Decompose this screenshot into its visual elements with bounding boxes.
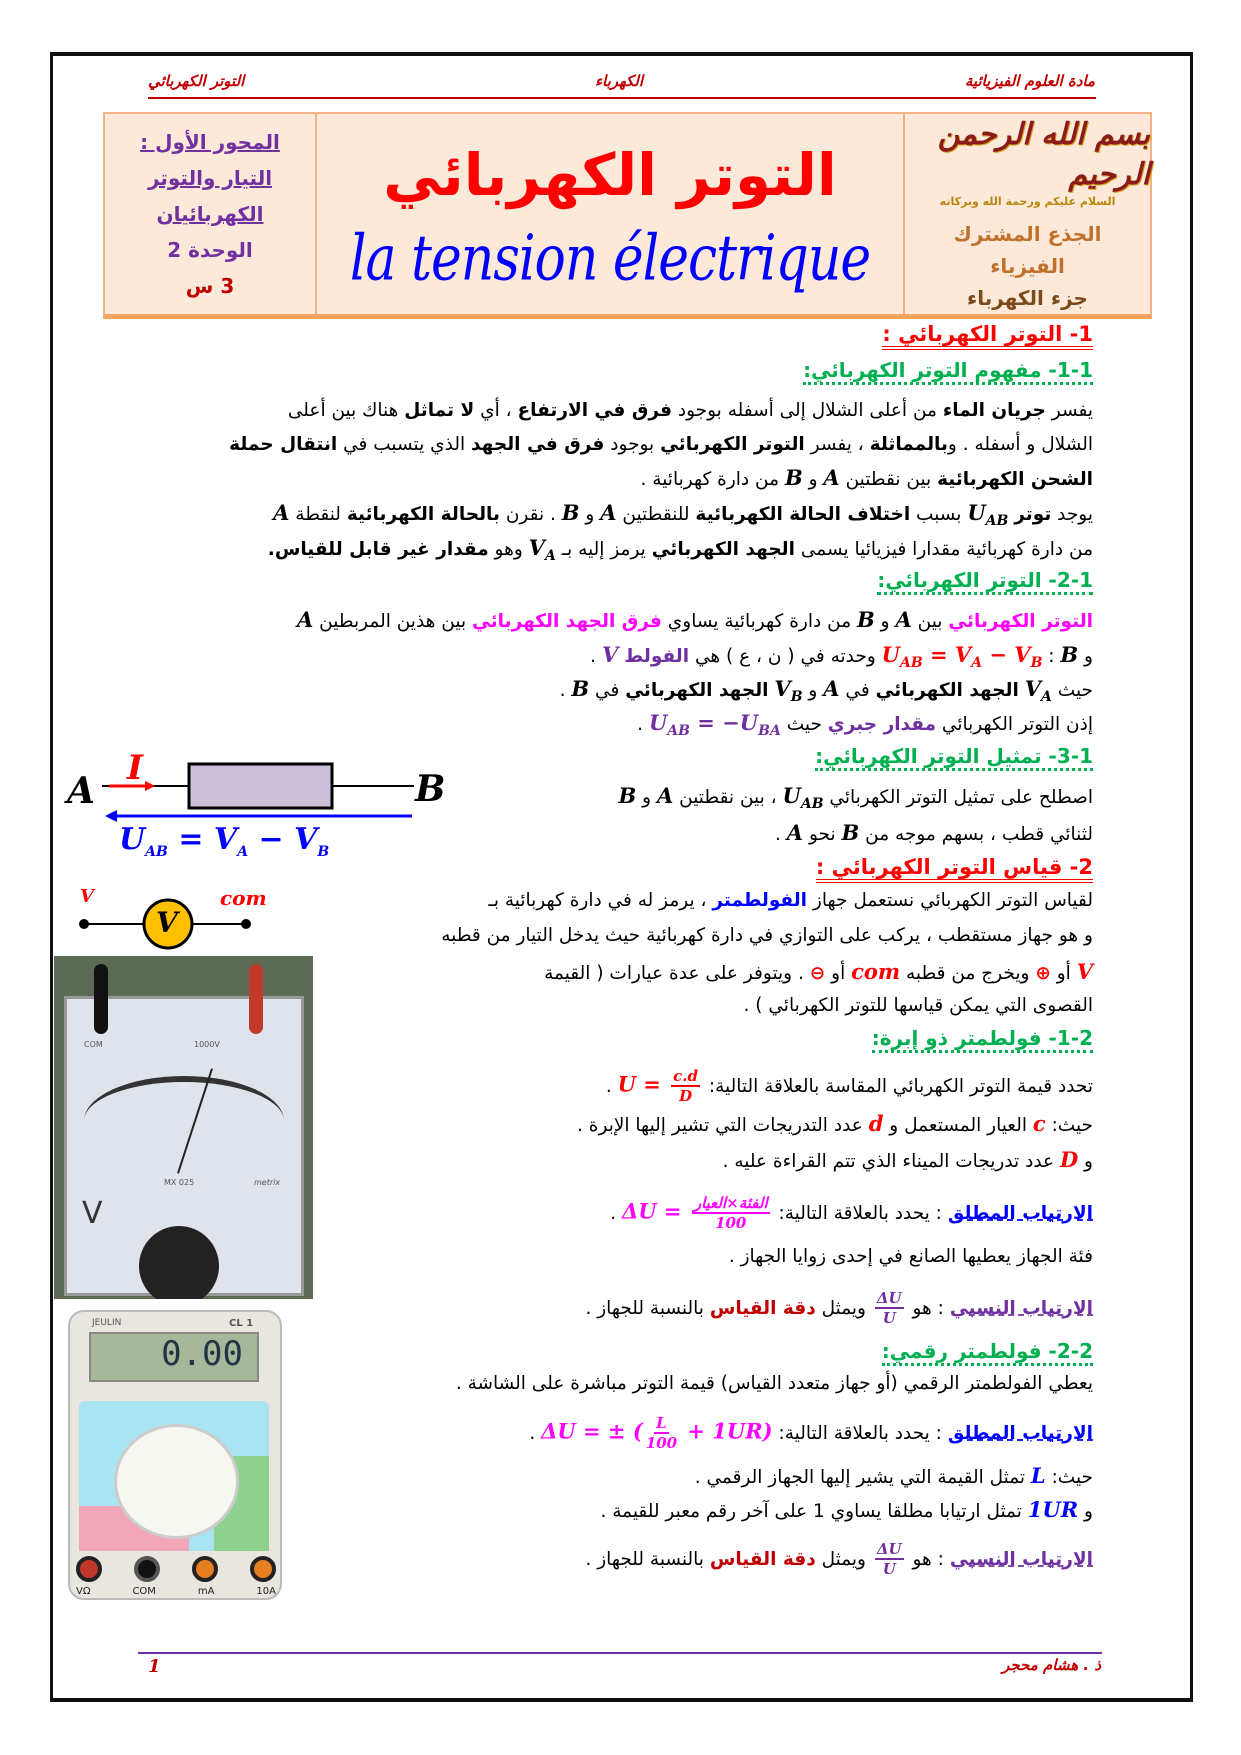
text-segment: في <box>589 680 626 701</box>
page-number: 1 <box>148 1656 161 1677</box>
text-line <box>585 1540 1093 1578</box>
emphasis-text: الارتياب المطلق <box>947 1202 1093 1224</box>
math-expression: B <box>784 465 803 490</box>
text-line <box>273 498 1093 536</box>
title-box-left <box>105 114 317 314</box>
text-segment: و <box>802 680 824 701</box>
emphasis-text: توتر <box>1014 504 1052 525</box>
text-segment: من أعلى الشلال إلى أسفله بوجود <box>672 400 943 421</box>
terminal-jack <box>76 1556 102 1582</box>
math-expression: L <box>1030 1463 1046 1488</box>
text-segment: حيث <box>780 714 828 735</box>
math-expression: com <box>851 959 901 984</box>
emphasis-text: مقدار غير قابل للقياس. <box>267 539 489 560</box>
line-content <box>618 783 1093 813</box>
line-content <box>803 358 1093 385</box>
text-segment: . نقرن <box>499 504 562 525</box>
math-expression: $U_{AB} = -U_{BA}$ <box>648 710 781 740</box>
text-segment: ، أي <box>474 400 518 421</box>
line-content <box>744 995 1093 1016</box>
text-segment: و هو جهاز مستقطب ، يركب على التوازي في دارة كهربائية حيث يدخل التيار من قطبه <box>441 925 1093 946</box>
text-segment: : هو <box>906 1297 950 1319</box>
line-content <box>722 1147 1093 1172</box>
line-content <box>529 1414 1093 1452</box>
header-subject: مادة العلوم الفيزيائية <box>964 72 1095 90</box>
line-content <box>872 1026 1093 1053</box>
text-line <box>585 1289 1093 1327</box>
math-expression: B <box>561 500 580 525</box>
footer-divider <box>138 1652 1102 1654</box>
header-lesson: التوتر الكهربائي <box>148 72 245 90</box>
text-segment: عدد التدريجات التي تشير إليها الإبرة . <box>577 1115 869 1136</box>
text-segment: 1- التوتر الكهربائي : <box>882 322 1093 346</box>
current-arrowhead-icon <box>145 781 155 791</box>
text-segment: نحو <box>803 824 842 845</box>
text-segment: ويخرج من قطبه <box>900 963 1036 984</box>
math-expression: A <box>823 676 840 701</box>
text-segment: 2- قياس التوتر الكهربائي : <box>815 855 1093 879</box>
title-box-right <box>905 114 1150 314</box>
greeting: السلام عليكم ورحمة الله وبركاته <box>939 194 1116 208</box>
line-content <box>694 1463 1093 1488</box>
emphasis-text: الجهد الكهربائي <box>875 680 1019 701</box>
line-content <box>882 322 1093 350</box>
emphasis-text: الجهد الكهربائي <box>651 539 795 560</box>
math-expression: $V_A$ <box>1024 676 1052 706</box>
text-segment: في <box>839 680 876 701</box>
text-segment: بين نقطتين <box>839 469 938 490</box>
digital-brand: JEULIN <box>92 1318 122 1328</box>
line-content <box>273 500 1093 530</box>
terminal-jack <box>250 1556 276 1582</box>
text-segment: العيار المستعمل و <box>883 1115 1033 1136</box>
text-segment: الذي يتسبب في <box>337 434 471 455</box>
math-expression: A <box>786 820 804 845</box>
section-heading <box>815 742 1093 773</box>
red-lead <box>249 964 263 1034</box>
emphasis-text: جريان الماء <box>942 400 1046 421</box>
fraction: $\frac{L}{100}$ <box>645 1414 678 1452</box>
emphasis-text: فرق الجهد الكهربائي <box>472 611 662 632</box>
section-heading <box>803 356 1093 387</box>
text-segment: و <box>1078 1501 1093 1522</box>
analog-com-label: COM <box>84 1040 103 1049</box>
text-segment: من دارة كهربائية يساوي <box>661 611 857 632</box>
line-content <box>488 890 1093 911</box>
text-segment: القصوى التي يمكن قياسها للتوتر الكهربائي ) . <box>743 995 1093 1016</box>
text-segment: وحدته في ( ن ، ع ) هي <box>689 646 882 667</box>
math-expression: 1UR <box>1027 1497 1079 1522</box>
text-segment: و <box>579 504 601 525</box>
text-segment: هناك بين أعلى <box>287 400 405 421</box>
math-expression: c <box>1032 1111 1046 1136</box>
text-segment: . <box>590 646 602 667</box>
text-line <box>695 1461 1093 1493</box>
math-expression: A <box>656 783 674 808</box>
section-heading <box>872 1024 1093 1055</box>
text-segment: لنقطة <box>289 504 347 525</box>
emphasis-text: اختلاف الحالة الكهربائية <box>695 504 911 525</box>
math-expression: A <box>600 500 617 525</box>
math-expression: V <box>1076 959 1093 984</box>
math-expression: A <box>895 607 912 632</box>
math-expression: $U_{AB}$ <box>967 500 1009 530</box>
text-segment: وهو <box>488 539 529 560</box>
math-expression: B <box>1060 642 1079 667</box>
line-content <box>605 1067 1093 1105</box>
terminal-jack <box>134 1556 160 1582</box>
math-expression: d <box>868 1111 884 1136</box>
section-heading <box>882 320 1093 351</box>
math-expression: B <box>857 607 875 632</box>
voltage-arrowhead-icon <box>105 810 117 822</box>
math-expression: D <box>1059 1147 1079 1172</box>
text-segment: ، بين نقطتين <box>673 787 783 808</box>
math-expression <box>872 1289 907 1327</box>
header-divider <box>148 97 1096 99</box>
text-segment: ، يفسر <box>804 434 870 455</box>
emphasis-text: الفولطمتر <box>712 890 808 911</box>
text-segment: يفسر <box>1045 400 1093 421</box>
emphasis-text: ⊕ <box>1035 963 1051 984</box>
emphasis-text: لا تماثل <box>404 400 475 421</box>
text-segment: الشلال و أسفله . و <box>947 434 1093 455</box>
line-content <box>590 642 1093 672</box>
emphasis-text: التوتر الكهربائي <box>948 611 1093 632</box>
title-arabic: التوتر الكهربائي <box>383 141 837 209</box>
text-segment: : <box>1042 646 1061 667</box>
text-line <box>488 886 1093 916</box>
text-segment: و <box>1078 1151 1093 1172</box>
line-content <box>559 676 1093 706</box>
section-heading <box>816 853 1093 884</box>
line-content <box>637 710 1093 740</box>
emphasis-text: الارتياب المطلق <box>947 1422 1093 1444</box>
digital-model: CL 1 <box>229 1318 254 1329</box>
math-expression <box>872 1540 907 1578</box>
text-line <box>600 1495 1093 1527</box>
text-segment: حيث <box>1051 680 1093 701</box>
text-segment: بسبب <box>910 504 968 525</box>
text-segment: لقياس التوتر الكهربائي نستعمل جهاز <box>807 890 1093 911</box>
math-expression: B <box>571 676 590 701</box>
title-box-center <box>317 114 905 314</box>
voltmeter-com-label: com <box>220 886 267 910</box>
duration-label: 3 س <box>185 274 235 298</box>
text-segment: . <box>610 1202 622 1224</box>
axis-label: المحور الأول : <box>140 130 280 154</box>
text-line <box>288 396 1093 426</box>
section-heading <box>877 566 1093 597</box>
section-heading <box>882 1337 1093 1368</box>
text-line <box>775 818 1093 850</box>
emphasis-text: دقة القياس <box>709 1548 816 1570</box>
text-segment: اصطلح على تمثيل التوتر الكهربائي <box>823 787 1093 808</box>
text-segment: : يحدد بالعلاقة التالية: <box>772 1422 948 1444</box>
line-content <box>544 959 1093 984</box>
emphasis-text: فرق في الارتفاع <box>517 400 672 421</box>
math-expression: A <box>297 607 314 632</box>
emphasis-text: فرق في الجهد <box>470 434 605 455</box>
title-french: la tension électrique <box>349 223 871 295</box>
text-segment: أو <box>1050 963 1077 984</box>
math-expression: V <box>601 642 619 667</box>
analog-brand: metrix <box>254 1178 281 1187</box>
text-line <box>619 781 1093 819</box>
text-segment: من دارة كهربائية . <box>640 469 785 490</box>
line-content <box>729 1246 1093 1267</box>
text-segment: بوجود <box>604 434 661 455</box>
fraction: $\frac{\Delta U}{U}$ <box>876 1540 902 1578</box>
level-label: الجذع المشترك <box>953 221 1102 246</box>
text-segment: . <box>605 1075 618 1097</box>
emphasis-text: الشحن الكهربائية <box>937 469 1093 490</box>
terminal-label: 10A <box>256 1586 276 1597</box>
text-segment: 1-1- مفهوم التوتر الكهربائي: <box>803 358 1093 382</box>
emphasis-text: بالحالة الكهربائية <box>346 504 500 525</box>
text-segment: ، يرمز له في دارة كهربائية بـ <box>488 890 713 911</box>
line-content <box>456 1373 1093 1394</box>
text-line <box>456 1369 1093 1399</box>
analog-model: MX 025 <box>164 1178 195 1187</box>
math-expression: $U_{AB} = V_A - V_B$ <box>881 642 1043 672</box>
text-segment: و <box>636 787 657 808</box>
math-expression: B <box>618 783 637 808</box>
voltmeter-plus-label: V <box>80 886 94 907</box>
text-segment: ويمثل <box>815 1548 872 1570</box>
range-knob <box>139 1226 219 1299</box>
emphasis-text: الارتياب النسبي <box>949 1297 1093 1319</box>
terminal-label: COM <box>132 1586 156 1597</box>
line-content <box>775 820 1093 845</box>
text-line <box>229 430 1093 460</box>
math-expression: A <box>823 465 840 490</box>
text-segment: تحدد قيمة التوتر الكهربائي المقاسة بالعلاقة التالية: <box>703 1075 1093 1097</box>
text-segment: للنقطتين <box>616 504 696 525</box>
text-segment: يرمز إليه بـ <box>555 539 652 560</box>
line-content <box>610 1194 1093 1232</box>
emphasis-text: مقدار جبري <box>827 714 937 735</box>
terminal-label: mA <box>197 1586 215 1597</box>
text-segment: : يحدد بالعلاقة التالية: <box>772 1202 948 1224</box>
text-line <box>441 921 1093 951</box>
text-segment: يوجد <box>1051 504 1093 525</box>
text-line <box>590 640 1093 678</box>
text-segment: بين <box>911 611 949 632</box>
axis-name-1: التيار والتوتر <box>147 166 273 190</box>
text-segment: إذن التوتر الكهربائي <box>936 714 1093 735</box>
line-content <box>297 607 1093 632</box>
point-b-label: B <box>415 768 446 810</box>
line-content <box>585 1289 1093 1327</box>
terminal-jack <box>192 1556 218 1582</box>
text-segment: . <box>529 1422 542 1444</box>
text-segment: من دارة كهربائية مقدارا فيزيائيا يسمى <box>794 539 1093 560</box>
line-content <box>267 535 1093 565</box>
footer-author: ذ . هشام محجر <box>1002 1656 1101 1674</box>
math-expression: $U_{AB}$ <box>782 783 824 813</box>
emphasis-text: الارتياب النسبي <box>949 1548 1093 1570</box>
line-content <box>882 1339 1093 1366</box>
text-line <box>560 674 1093 712</box>
math-expression: ΔU = ± ( $\frac{L}{100}$ + 1UR) <box>541 1414 773 1452</box>
terminals <box>76 1556 276 1582</box>
text-line <box>529 1414 1093 1452</box>
voltage-equation: $U_{AB} = V_A - V_B$ <box>119 822 330 860</box>
terminal-labels <box>76 1586 276 1597</box>
current-label: I <box>127 748 143 788</box>
terminal-label: VΩ <box>76 1586 91 1597</box>
analog-scale-label: 1000V <box>194 1040 220 1049</box>
text-segment: و <box>1078 646 1093 667</box>
emphasis-text: انتقال حملة <box>229 434 338 455</box>
header-domain: الكهرباء <box>595 72 644 90</box>
text-segment: : هو <box>906 1548 950 1570</box>
unit-label: الوحدة 2 <box>167 238 253 262</box>
text-segment: حيث: <box>1045 1115 1093 1136</box>
text-segment: ويمثل <box>815 1297 872 1319</box>
text-segment: لثنائي قطب ، بسهم موجه من <box>859 824 1093 845</box>
title-box <box>103 112 1152 319</box>
analog-range-label: V <box>82 1196 103 1231</box>
subject-label: الفيزياء <box>990 253 1065 278</box>
line-content <box>585 1540 1093 1578</box>
text-segment: بالنسبة للجهاز . <box>585 1548 710 1570</box>
line-content <box>877 568 1093 595</box>
text-segment: 3-1- تمثيل التوتر الكهربائي: <box>815 744 1093 768</box>
emphasis-text: دقة القياس <box>709 1297 816 1319</box>
line-content <box>640 465 1093 490</box>
dipole-diagram <box>67 748 467 870</box>
analog-voltmeter-photo <box>54 956 313 1299</box>
text-segment: 1-2- فولطمتر ذو إبرة: <box>871 1026 1093 1050</box>
black-lead <box>94 964 108 1034</box>
line-content <box>288 400 1093 421</box>
math-expression: $V_B$ <box>774 676 803 706</box>
text-line <box>744 991 1093 1021</box>
text-segment: . <box>559 680 572 701</box>
text-line <box>577 1109 1093 1141</box>
line-content <box>229 434 1093 455</box>
line-content <box>577 1111 1093 1136</box>
voltmeter-letter: V <box>156 906 178 939</box>
line-content <box>816 855 1093 883</box>
text-segment: . <box>775 824 787 845</box>
digital-multimeter-photo <box>54 1306 296 1604</box>
line-content <box>441 925 1093 946</box>
text-segment: فئة الجهاز يعطيها الصانع في إحدى زوايا الجهاز . <box>728 1246 1093 1267</box>
dipole-box <box>189 764 332 808</box>
point-a-label: A <box>67 770 95 812</box>
text-line <box>729 1242 1093 1272</box>
math-expression: ΔU = $\frac{\text{الفئة×العيار}}{100}$ <box>622 1194 768 1232</box>
text-line <box>544 957 1093 989</box>
text-segment: حيث: <box>1045 1467 1093 1488</box>
digital-display: 0.00 <box>89 1332 259 1382</box>
axis-name-2: الكهربائيان <box>156 202 264 226</box>
line-content <box>600 1497 1093 1522</box>
fraction: $\frac{\Delta U}{U}$ <box>876 1289 902 1327</box>
emphasis-text: التوتر الكهربائي <box>660 434 805 455</box>
text-segment: أو <box>825 963 852 984</box>
part-label: جزء الكهرباء <box>967 285 1088 310</box>
fraction: $\frac{\text{الفئة×العيار}}{100}$ <box>693 1194 768 1232</box>
text-segment: 2-1- التوتر الكهربائي: <box>877 568 1093 592</box>
text-segment: تمثل القيمة التي يشير إليها الجهاز الرقمي . <box>694 1467 1031 1488</box>
text-line <box>637 708 1093 746</box>
emphasis-text: الجهد الكهربائي <box>625 680 769 701</box>
math-expression: U = $\frac{c.d}{D}$ <box>617 1067 698 1105</box>
emphasis-text: ⊖ <box>809 963 826 984</box>
basmala-logo: بسم الله الرحمن الرحيم <box>937 116 1150 192</box>
text-segment: عدد تدريجات الميناء الذي تتم القراءة عليه . <box>722 1151 1060 1172</box>
math-expression: $V_A$ <box>528 535 556 565</box>
text-segment: تمثل ارتيابا مطلقا يساوي 1 على آخر رقم معبر للقيمة . <box>600 1501 1028 1522</box>
text-line <box>297 605 1093 637</box>
text-line <box>606 1067 1093 1105</box>
text-segment: بالنسبة للجهاز . <box>585 1297 710 1319</box>
text-segment: . <box>637 714 649 735</box>
line-content <box>815 744 1093 771</box>
emphasis-text: الفولط <box>624 646 690 667</box>
voltmeter-symbol <box>70 886 290 950</box>
emphasis-text: بالمماثلة <box>869 434 948 455</box>
fraction: $\frac{c.d}{D}$ <box>673 1067 698 1105</box>
math-expression: B <box>841 820 860 845</box>
text-segment: و <box>802 469 824 490</box>
text-segment: يعطي الفولطمتر الرقمي (أو جهاز متعدد القياس) قيمة التوتر مباشرة على الشاشة . <box>455 1373 1093 1394</box>
text-segment: . ويتوفر على عدة عيارات ( القيمة <box>544 963 810 984</box>
text-line <box>723 1145 1093 1177</box>
text-line <box>610 1194 1093 1232</box>
text-segment: 2-2- فولطمتر رقمي: <box>881 1339 1093 1363</box>
selector-dial <box>114 1424 239 1539</box>
text-segment: بين هذين المربطين <box>313 611 473 632</box>
math-expression: A <box>273 500 290 525</box>
text-segment: و <box>874 611 896 632</box>
text-line <box>641 463 1093 495</box>
